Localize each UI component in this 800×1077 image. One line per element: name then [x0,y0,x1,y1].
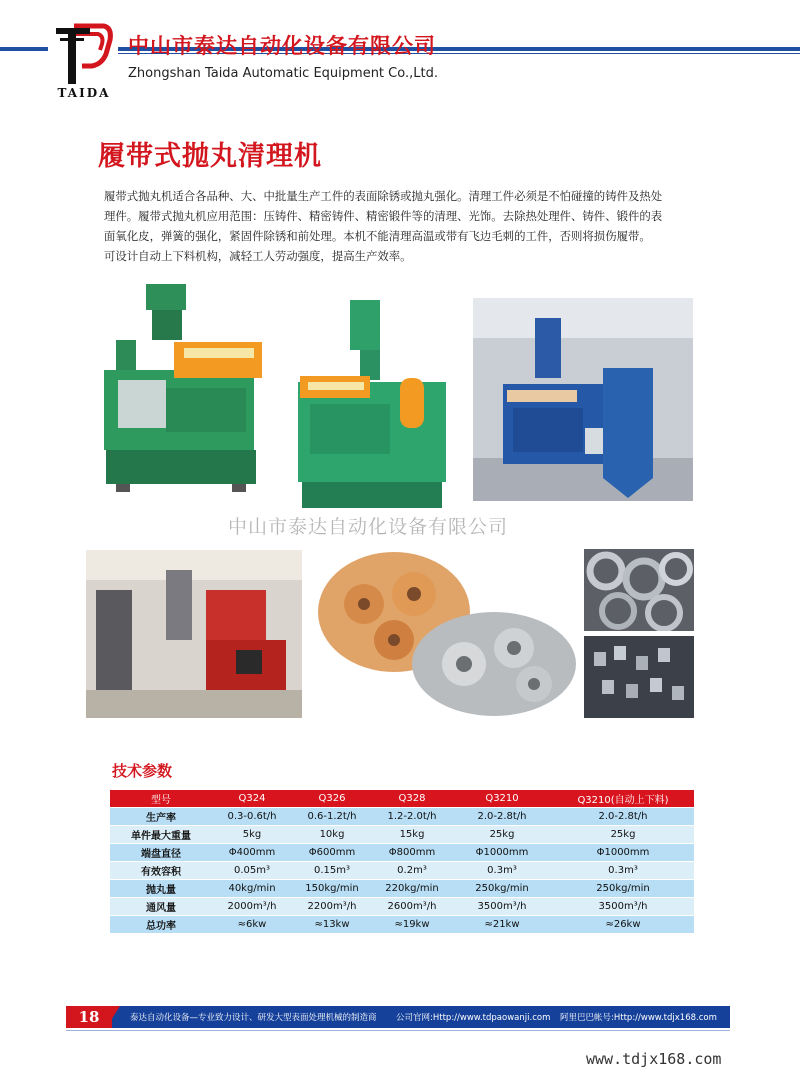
table-cell: ≈19kw [372,916,452,934]
logo-wordmark: TAIDA [57,86,111,100]
table-cell: Φ1000mm [452,844,552,862]
table-cell: ≈13kw [292,916,372,934]
row-label: 有效容积 [110,862,212,880]
table-cell: 0.15m³ [292,862,372,880]
header-cell: Q3210(自动上下料) [552,790,694,808]
table-row [110,862,694,880]
intro-paragraph [104,186,704,266]
table-cell: 250kg/min [552,880,694,898]
page-title: 履带式抛丸清理机 [98,141,322,172]
table-cell: 0.05m³ [212,862,292,880]
spec-table-header [110,790,694,808]
table-cell: 3500m³/h [552,898,694,916]
table-row [110,808,694,826]
table-cell: 250kg/min [452,880,552,898]
table-cell: 2600m³/h [372,898,452,916]
table-cell: 1.2-2.0t/h [372,808,452,826]
row-label: 端盘直径 [110,844,212,862]
site-watermark: www.tdjx168.com [586,1050,722,1068]
table-cell: ≈26kw [552,916,694,934]
header-cell: 型号 [110,790,212,808]
castings-photo-orange-metal [314,544,576,718]
company-watermark: 中山市泰达自动化设备有限公司 [228,516,509,538]
table-cell: 220kg/min [372,880,452,898]
table-cell: 2.0-2.8t/h [452,808,552,826]
row-label: 生产率 [110,808,212,826]
table-row [110,880,694,898]
table-cell: 2000m³/h [212,898,292,916]
footer-rule [66,1030,730,1031]
table-cell: 3500m³/h [452,898,552,916]
machine-photo-q326 [290,296,458,514]
table-cell: Φ1000mm [552,844,694,862]
table-row [110,844,694,862]
intro-line: 可设计自动上下料机构，减轻工人劳动强度，提高生产效率。 [104,249,412,263]
footer-slogan: 泰达自动化设备—专业致力设计、研发大型表面处理机械的制造商 [130,1013,377,1023]
footer-website-link[interactable]: 公司官网:Http://www.tdpaowanji.com [396,1013,551,1023]
table-cell: 0.3m³ [452,862,552,880]
table-cell: 40kg/min [212,880,292,898]
company-name-cn: 中山市泰达自动化设备有限公司 [128,34,436,58]
table-row [110,898,694,916]
company-name-en: Zhongshan Taida Automatic Equipment Co.,Ltd. [128,66,438,81]
row-label: 通风量 [110,898,212,916]
spec-table [110,790,694,934]
table-cell: ≈6kw [212,916,292,934]
table-cell: 0.6-1.2t/h [292,808,372,826]
table-cell: 0.2m³ [372,862,452,880]
castings-photo-rings [584,549,694,631]
table-cell: 15kg [372,826,452,844]
row-label: 单件最大重量 [110,826,212,844]
header-cell: Q324 [212,790,292,808]
table-cell: 2200m³/h [292,898,372,916]
table-row [110,826,694,844]
table-cell: Φ800mm [372,844,452,862]
table-cell: ≈21kw [452,916,552,934]
row-label: 总功率 [110,916,212,934]
table-cell: 0.3-0.6t/h [212,808,292,826]
machine-photo-q328 [473,298,693,501]
header-cell: Q328 [372,790,452,808]
header-cell: Q3210 [452,790,552,808]
table-cell: Φ400mm [212,844,292,862]
page-number: 18 [66,1006,112,1028]
tech-params-title: 技术参数 [112,762,173,780]
footer-alibaba-link[interactable]: 阿里巴巴帐号:Http://www.tdjx168.com [560,1013,717,1023]
table-cell: 10kg [292,826,372,844]
table-row [110,916,694,934]
table-cell: 5kg [212,826,292,844]
table-cell: 25kg [552,826,694,844]
table-cell: 2.0-2.8t/h [552,808,694,826]
machine-photo-production-line [86,550,302,718]
intro-line: 面氧化皮，弹簧的强化，紧固件除锈和前处理。本机不能清理高温或带有飞边毛刺的工件，否则将损伤履带。 [104,229,651,243]
table-cell: 150kg/min [292,880,372,898]
header-cell: Q326 [292,790,372,808]
row-label: 抛丸量 [110,880,212,898]
intro-line: 理件。履带式抛丸机应用范围：压铸件、精密铸件、精密锻件等的清理、光饰。去除热处理件、铸件、锻件的表 [104,209,663,223]
table-cell: 0.3m³ [552,862,694,880]
intro-line: 履带式抛丸机适合各品种、大、中批量生产工件的表面除锈或抛丸强化。清理工件必须是不怕碰撞的铸件及热处 [104,189,663,203]
table-cell: Φ600mm [292,844,372,862]
machine-photo-q324 [96,280,286,495]
header-rule-left [0,47,48,51]
table-cell: 25kg [452,826,552,844]
castings-photo-small-parts [584,636,694,718]
